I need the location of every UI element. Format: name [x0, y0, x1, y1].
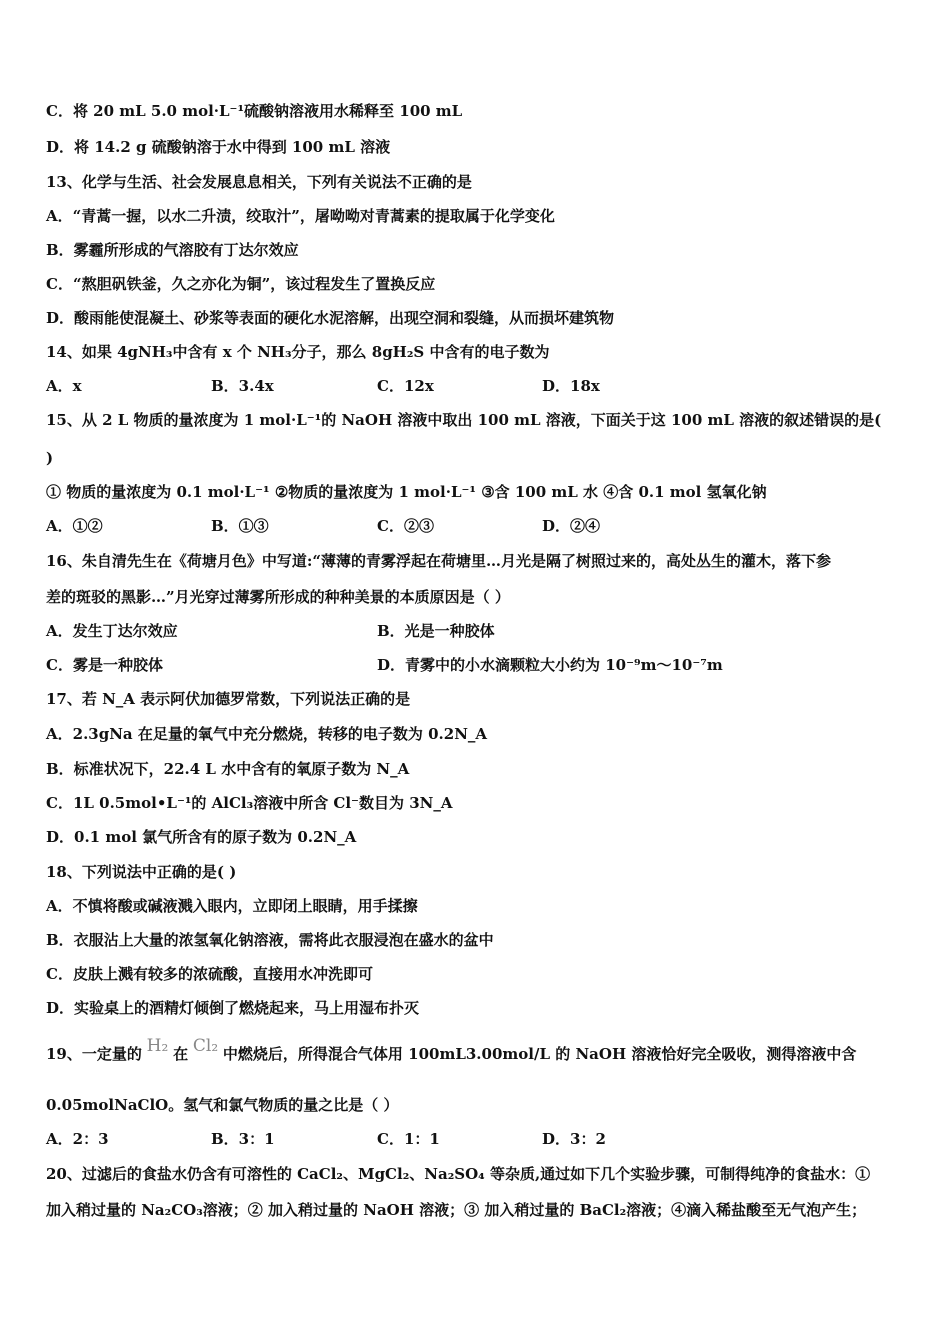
q13-stem: 13、化学与生活、社会发展息息相关，下列有关说法不正确的是 [46, 173, 472, 191]
q18-option-c: C．皮肤上溅有较多的浓硫酸，直接用水冲洗即可 [46, 965, 373, 983]
q18-option-b: B．衣服沾上大量的浓氢氧化钠溶液，需将此衣服浸泡在盛水的盆中 [46, 931, 494, 949]
q14-stem: 14、如果 4gNH₃中含有 x 个 NH₃分子，那么 8gH₂S 中含有的电子数为 [46, 343, 550, 361]
q15-stem-cont: ) [46, 449, 54, 467]
q18-stem: 18、下列说法中正确的是( ) [46, 863, 237, 881]
q13-option-c: C．“熬胆矾铁釜，久之亦化为铜”，该过程发生了置换反应 [46, 275, 436, 293]
q19-option-c: C．1：1 [377, 1130, 440, 1148]
q19-stem: 19、一定量的 H₂ 在 Cl₂ 中燃烧后，所得混合气体用 100mL3.00mol/L 的 NaOH 溶液恰好完全吸收，测得溶液中含 [46, 1036, 857, 1063]
q16-option-b: B．光是一种胶体 [377, 622, 495, 640]
q15-option-c: C．②③ [377, 517, 434, 535]
q16-option-c: C．雾是一种胶体 [46, 656, 163, 674]
q16-option-a: A．发生丁达尔效应 [46, 622, 178, 640]
q18-option-d: D．实验桌上的酒精灯倾倒了燃烧起来，马上用湿布扑灭 [46, 999, 420, 1017]
q19-option-d: D．3：2 [542, 1130, 606, 1148]
q15-stem: 15、从 2 L 物质的量浓度为 1 mol·L⁻¹的 NaOH 溶液中取出 100 mL 溶液，下面关于这 100 mL 溶液的叙述错误的是( [46, 411, 882, 429]
q16-stem-cont: 差的斑驳的黑影…”月光穿过薄雾所形成的种种美景的本质原因是（ ） [46, 588, 510, 606]
q16-option-d: D．青雾中的小水滴颗粒大小约为 10⁻⁹m～10⁻⁷m [377, 656, 723, 674]
q19-option-a: A．2：3 [46, 1130, 109, 1148]
q17-option-b: B．标准状况下，22.4 L 水中含有的氧原子数为 N_A [46, 760, 410, 778]
q17-stem: 17、若 N_A 表示阿伏加德罗常数，下列说法正确的是 [46, 690, 411, 708]
q20-stem-cont: 加入稍过量的 Na₂CO₃溶液；② 加入稍过量的 NaOH 溶液；③ 加入稍过量的 BaCl₂溶液；④滴入稀盐酸至无气泡产生； [46, 1201, 867, 1219]
q15-option-d: D．②④ [542, 517, 601, 535]
q17-option-c: C．1L 0.5mol•L⁻¹的 AlCl₃溶液中所含 Cl⁻数目为 3N_A [46, 794, 453, 812]
q13-option-b: B．雾霾所形成的气溶胶有丁达尔效应 [46, 241, 299, 259]
h2-formula: H₂ [146, 1036, 169, 1056]
q14-option-a: A．x [46, 377, 82, 395]
q13-option-a: A．“青蒿一握，以水二升渍，绞取汁”，屠呦呦对青蒿素的提取属于化学变化 [46, 207, 555, 225]
q19-option-b: B．3：1 [211, 1130, 275, 1148]
q18-option-a: A．不慎将酸或碱液溅入眼内，立即闭上眼睛，用手揉擦 [46, 897, 418, 915]
q15-statements: ① 物质的量浓度为 0.1 mol·L⁻¹ ②物质的量浓度为 1 mol·L⁻¹ ③含 100 mL 水 ④含 0.1 mol 氢氧化钠 [46, 483, 767, 501]
q17-option-a: A．2.3gNa 在足量的氧气中充分燃烧，转移的电子数为 0.2N_A [46, 725, 488, 743]
q12-option-c: C．将 20 mL 5.0 mol·L⁻¹硫酸钠溶液用水稀释至 100 mL [46, 102, 463, 120]
q17-option-d: D．0.1 mol 氯气所含有的原子数为 0.2N_A [46, 828, 357, 846]
cl2-formula: Cl₂ [192, 1036, 219, 1056]
q20-stem: 20、过滤后的食盐水仍含有可溶性的 CaCl₂、MgCl₂、Na₂SO₄ 等杂质,通过如下几个实验步骤，可制得纯净的食盐水：① [46, 1165, 871, 1183]
q12-option-d: D．将 14.2 g 硫酸钠溶于水中得到 100 mL 溶液 [46, 138, 391, 156]
q19-stem-cont: 0.05molNaClO。氢气和氯气物质的量之比是（ ） [46, 1096, 399, 1114]
q15-option-b: B．①③ [211, 517, 269, 535]
q15-option-a: A．①② [46, 517, 103, 535]
q14-option-b: B．3.4x [211, 377, 274, 395]
q16-stem: 16、朱自清先生在《荷塘月色》中写道:“薄薄的青雾浮起在荷塘里…月光是隔了树照过来的，高处丛生的灌木，落下参 [46, 552, 832, 570]
q14-option-c: C．12x [377, 377, 434, 395]
q13-option-d: D．酸雨能使混凝土、砂浆等表面的硬化水泥溶解，出现空洞和裂缝，从而损坏建筑物 [46, 309, 615, 327]
q14-option-d: D．18x [542, 377, 600, 395]
